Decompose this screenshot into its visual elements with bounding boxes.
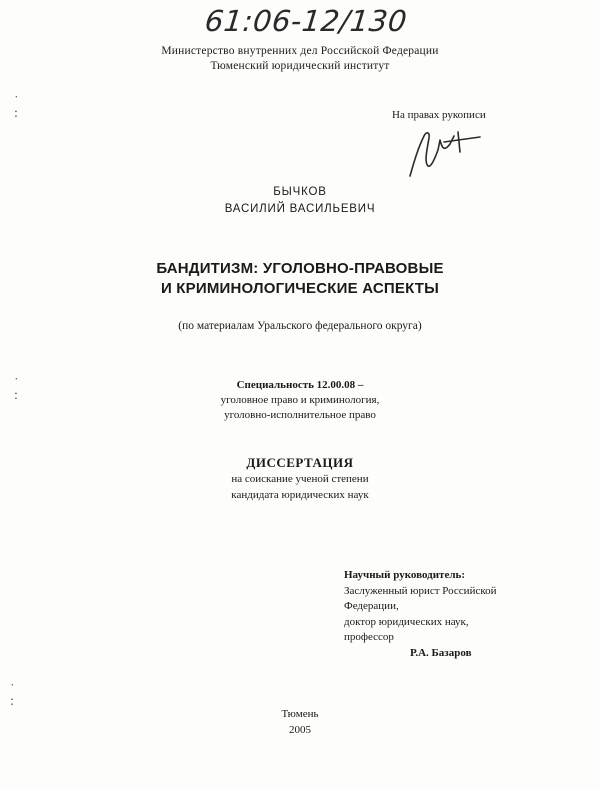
- footer-city: Тюмень: [281, 708, 319, 720]
- degree-line-2: кандидата юридических наук: [231, 489, 369, 501]
- binding-hole-mark: ˙ :: [14, 376, 19, 403]
- institute-name: Тюменский юридический институт: [210, 60, 390, 72]
- dissertation-title: [0, 259, 600, 299]
- ministry-name: Министерство внутренних дел Российской Федерации: [161, 45, 439, 57]
- rights-note: На правах рукописи: [392, 109, 486, 121]
- author-signature: [400, 122, 490, 180]
- dissertation-heading: ДИССЕРТАЦИЯ: [246, 455, 354, 470]
- specialty-block: [0, 378, 600, 423]
- author-given-names: ВАСИЛИЙ ВАСИЛЬЕВИЧ: [224, 203, 376, 215]
- supervisor-block: [344, 568, 497, 661]
- author-surname: БЫЧКОВ: [273, 186, 327, 198]
- binding-hole-mark: ˙ :: [10, 682, 15, 709]
- degree-line-1: на соискание ученой степени: [231, 473, 369, 485]
- supervisor-name: Р.А. Базаров: [410, 646, 472, 659]
- supervisor-line-2: Федерации,: [344, 600, 399, 612]
- author-name: [0, 184, 600, 218]
- supervisor-line-3: доктор юридических наук,: [344, 615, 469, 628]
- dissertation-block: [0, 455, 600, 503]
- supervisor-line-1: Заслуженный юрист Российской: [344, 584, 497, 597]
- specialty-line-2: уголовно-исполнительное право: [224, 409, 376, 421]
- title-line-2: И КРИМИНОЛОГИЧЕСКИЕ АСПЕКТЫ: [160, 280, 440, 297]
- footer: [0, 706, 600, 738]
- organization-header: [0, 44, 600, 74]
- supervisor-label: Научный руководитель:: [344, 569, 465, 581]
- specialty-line-1: уголовное право и криминология,: [220, 394, 380, 406]
- footer-year: 2005: [289, 724, 311, 736]
- specialty-label: Специальность 12.00.08 –: [236, 379, 364, 391]
- binding-hole-mark: ˙ :: [14, 94, 19, 121]
- dissertation-subtitle: (по материалам Уральского федерального округа): [178, 320, 422, 332]
- handwritten-catalog-code: 61:06-12/130: [203, 4, 409, 38]
- title-line-1: БАНДИТИЗМ: УГОЛОВНО-ПРАВОВЫЕ: [156, 260, 444, 277]
- supervisor-line-4: профессор: [344, 631, 394, 643]
